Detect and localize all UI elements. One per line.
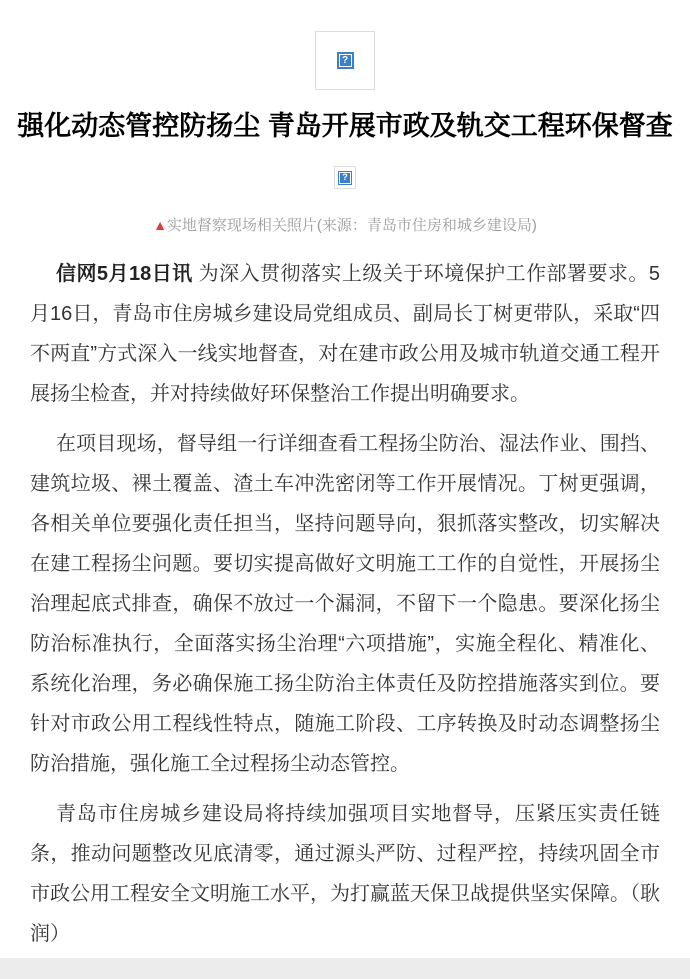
- article-title: 强化动态管控防扬尘 青岛开展市政及轨交工程环保督查: [17, 111, 673, 141]
- image-caption: [0, 216, 690, 235]
- article-paragraph: 信网5月18日讯 为深入贯彻落实上级关于环境保护工作部署要求。5月16日，青岛市住房城乡建设局党组成员、副局长丁树更带队，采取“四不两直”方式深入一线实地督查，对在建市政公用及城市轨道交通工程开展扬尘检查，并对持续做好环保整治工作提出明确要求。: [30, 263, 660, 405]
- article-paragraph: 在项目现场，督导组一行详细查看工程扬尘防治、湿法作业、围挡、建筑垃圾、裸土覆盖、渣土车冲洗密闭等工作开展情况。丁树更强调，各相关单位要强化责任担当，坚持问题导向，狠抓落实整改，切实解决在建工程扬尘问题。要切实提高做好文明施工工作的自觉性，开展扬尘治理起底式排查，确保不放过一个漏洞，不留下一个隐患。要深化扬尘防治标准执行，全面落实扬尘治理“六项措施”，实施全程化、精准化、系统化治理，务必确保施工扬尘防治主体责任及防控措施落实到位。要针对市政公用工程线性特点，随施工阶段、工序转换及时动态调整扬尘防治措施，强化施工全过程扬尘动态管控。: [30, 433, 660, 775]
- hero-image-placeholder: [315, 31, 375, 90]
- article-paragraph: 青岛市住房城乡建设局将持续加强项目实地督导，压紧压实责任链条，推动问题整改见底清零，通过源头严防、过程严控，持续巩固全市市政公用工程安全文明施工水平，为打赢蓝天保卫战提供坚实保障。（耿润）: [30, 803, 660, 945]
- inline-image-placeholder: [334, 166, 356, 189]
- broken-image-icon: ?: [338, 171, 352, 185]
- article-body: [0, 254, 690, 954]
- caption-triangle-marker: ▲: [153, 217, 167, 233]
- caption-text: 实地督察现场相关照片(来源：青岛市住房和城乡建设局): [166, 217, 537, 234]
- footer-bar: [0, 958, 690, 979]
- paragraph-lead: 信网5月18日讯: [56, 263, 193, 285]
- broken-image-icon: ?: [337, 52, 354, 69]
